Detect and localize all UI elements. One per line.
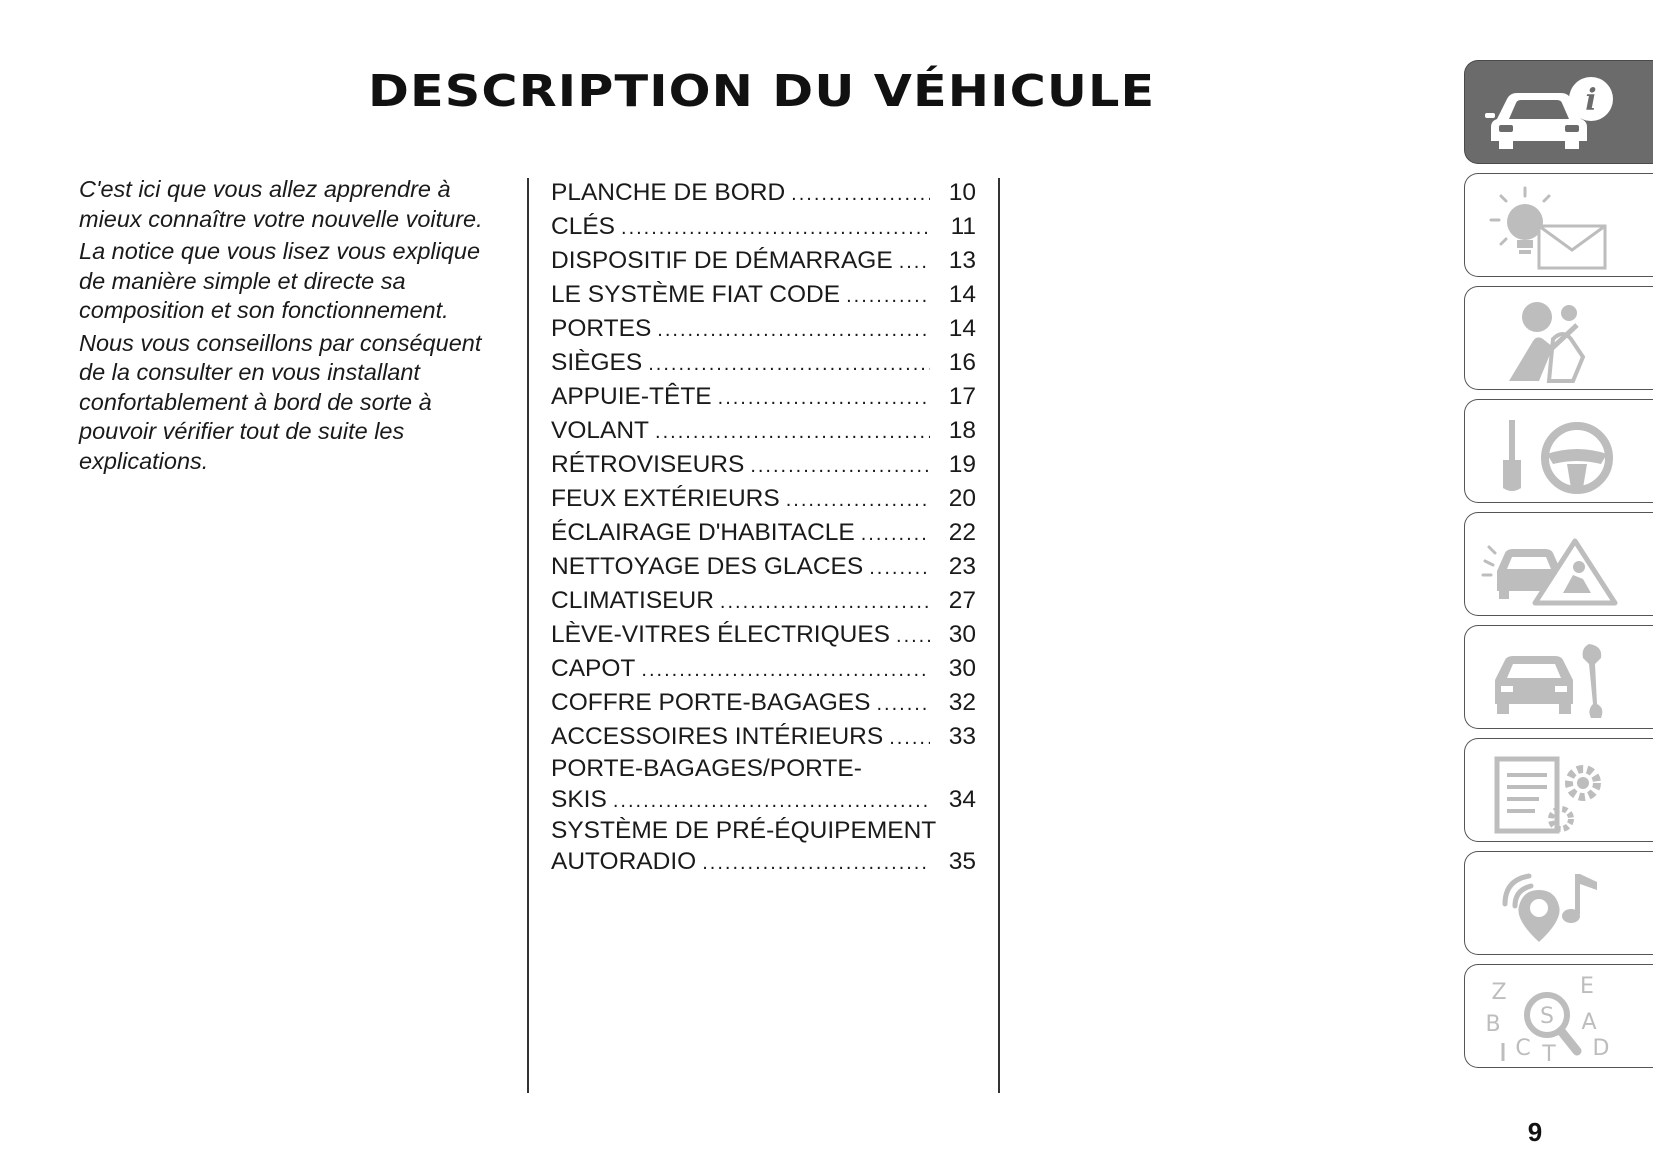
toc-entry-page: 33 <box>948 723 976 750</box>
car-info-icon <box>1479 69 1629 159</box>
toc-entry-page: 20 <box>948 485 976 512</box>
tab-multimedia[interactable] <box>1464 851 1653 955</box>
toc-entry-title: SKIS <box>551 786 607 813</box>
toc-entry-title: NETTOYAGE DES GLACES <box>551 553 864 580</box>
toc-dot-leader <box>876 687 930 721</box>
intro-text <box>79 175 509 479</box>
page-title: DESCRIPTION DU VÉHICULE <box>368 66 1156 117</box>
intro-paragraph: C'est ici que vous allez apprendre à mieux connaître votre nouvelle voiture. <box>79 176 483 232</box>
toc-entry-page: 30 <box>948 621 976 648</box>
toc-entry-page: 13 <box>948 247 976 274</box>
toc-entry-page: 30 <box>948 655 976 682</box>
toc-entry-page: 22 <box>948 519 976 546</box>
toc-entry-sieges[interactable] <box>551 346 976 380</box>
toc-entry-dispositif-de-demarrage[interactable] <box>551 244 976 278</box>
toc-entry-volant[interactable] <box>551 414 976 448</box>
toc-dot-leader <box>621 211 930 245</box>
tab-vehicle-description[interactable] <box>1464 60 1653 164</box>
toc-entry-title: RÉTROVISEURS <box>551 451 745 478</box>
toc-entry-title: LÈVE-VITRES ÉLECTRIQUES <box>551 621 891 648</box>
toc-entry-title: AUTORADIO <box>551 848 697 875</box>
toc-entry-capot[interactable] <box>551 652 976 686</box>
column-divider-left <box>527 178 529 1093</box>
car-emergency-icon <box>1479 521 1629 611</box>
toc-dot-leader <box>655 415 930 449</box>
toc-entry-portes[interactable] <box>551 312 976 346</box>
toc-dot-leader <box>889 721 930 755</box>
toc-entry-page: 18 <box>948 417 976 444</box>
toc-entry-title: FEUX EXTÉRIEURS <box>551 485 780 512</box>
page-number: 9 <box>1527 1117 1543 1147</box>
toc-entry-title-continued <box>551 784 976 816</box>
toc-dot-leader <box>896 619 930 653</box>
tab-index[interactable] <box>1464 964 1653 1068</box>
tab-maintenance[interactable] <box>1464 625 1653 729</box>
toc-entry-coffre-porte-bagages[interactable] <box>551 686 976 720</box>
toc-entry-title: ACCESSOIRES INTÉRIEURS <box>551 723 884 750</box>
toc-dot-leader <box>720 585 930 619</box>
toc-dot-leader <box>657 313 930 347</box>
toc-entry-accessoires-interieurs[interactable] <box>551 720 976 754</box>
toc-entry-title: SIÈGES <box>551 349 643 376</box>
toc-dot-leader <box>750 449 930 483</box>
tab-emergency[interactable] <box>1464 512 1653 616</box>
toc-entry-title: ÉCLAIRAGE D'HABITACLE <box>551 519 855 546</box>
toc-entry-feux-exterieurs[interactable] <box>551 482 976 516</box>
toc-entry-page: 10 <box>948 179 976 206</box>
toc-entry-title: DISPOSITIF DE DÉMARRAGE <box>551 247 893 274</box>
toc-entry-page: 23 <box>948 553 976 580</box>
toc-dot-leader <box>791 177 930 211</box>
table-of-contents <box>551 176 976 878</box>
toc-entry-planche-de-bord[interactable] <box>551 176 976 210</box>
toc-entry-page: 11 <box>950 213 976 240</box>
toc-entry-title: CLIMATISEUR <box>551 587 714 614</box>
index-letter: Z <box>1491 980 1507 1005</box>
intro-paragraph: La notice que vous lisez vous explique de manière simple et directe sa composition et son fonctionnement. <box>79 238 481 323</box>
svg-text:i: i <box>1585 83 1597 118</box>
seat-safety-icon <box>1479 295 1629 385</box>
toc-entry-title: PORTES <box>551 315 652 342</box>
tab-starting-driving[interactable] <box>1464 399 1653 503</box>
toc-entry-porte-bagages-porte-skis[interactable] <box>551 754 976 816</box>
tab-technical-data[interactable] <box>1464 738 1653 842</box>
tab-safety[interactable] <box>1464 286 1653 390</box>
toc-entry-title: COFFRE PORTE-BAGAGES <box>551 689 871 716</box>
toc-entry-title: LE SYSTÈME FIAT CODE <box>551 281 841 308</box>
warning-light-message-icon <box>1479 182 1629 272</box>
toc-dot-leader <box>846 279 930 313</box>
toc-entry-title: PLANCHE DE BORD <box>551 179 786 206</box>
toc-entry-page: 34 <box>948 786 976 813</box>
toc-entry-pre-equipement-autoradio[interactable] <box>551 816 976 878</box>
toc-dot-leader <box>702 847 930 879</box>
toc-entry-title: PORTE-BAGAGES/PORTE- <box>551 755 862 782</box>
toc-entry-page: 16 <box>948 349 976 376</box>
toc-entry-page: 27 <box>948 587 976 614</box>
toc-entry-title: APPUIE-TÊTE <box>551 383 712 410</box>
toc-entry-title: VOLANT <box>551 417 650 444</box>
toc-entry-leve-vitres[interactable] <box>551 618 976 652</box>
tab-dashboard-lights[interactable] <box>1464 173 1653 277</box>
toc-dot-leader <box>613 785 930 817</box>
toc-entry-page: 19 <box>948 451 976 478</box>
intro-paragraph: Nous vous conseillons par conséquent de la consulter en vous installant confortablement à bord de sorte à pouvoir vérifier tout de suite les explications. <box>79 329 482 474</box>
toc-dot-leader <box>648 347 930 381</box>
toc-entry-page: 17 <box>948 383 976 410</box>
toc-entry-climatiseur[interactable] <box>551 584 976 618</box>
toc-dot-leader <box>786 483 930 517</box>
index-search-icon <box>1479 973 1629 1063</box>
toc-entry-title: CLÉS <box>551 213 616 240</box>
toc-entry-title: CAPOT <box>551 655 636 682</box>
column-divider-right <box>998 178 1000 1093</box>
toc-dot-leader <box>718 381 930 415</box>
toc-dot-leader <box>899 245 930 279</box>
toc-entry-page: 35 <box>948 848 976 875</box>
toc-entry-title: SYSTÈME DE PRÉ-ÉQUIPEMENT <box>551 817 937 844</box>
index-letter: E <box>1580 974 1594 999</box>
index-letter: A <box>1581 1010 1597 1035</box>
index-letter: D <box>1592 1036 1610 1061</box>
index-letter: S <box>1540 1004 1554 1029</box>
multimedia-icon <box>1479 860 1629 950</box>
toc-dot-leader <box>641 653 930 687</box>
key-steering-wheel-icon <box>1479 408 1629 498</box>
car-maintenance-icon <box>1479 634 1629 724</box>
toc-dot-leader <box>861 517 930 551</box>
toc-entry-retroviseurs[interactable] <box>551 448 976 482</box>
toc-entry-eclairage-habitacle[interactable] <box>551 516 976 550</box>
toc-dot-leader <box>869 551 930 585</box>
index-letter: B <box>1485 1012 1501 1037</box>
toc-entry-page: 32 <box>948 689 976 716</box>
toc-entry-appuie-tete[interactable] <box>551 380 976 414</box>
toc-entry-nettoyage-des-glaces[interactable] <box>551 550 976 584</box>
toc-entry-title-continued <box>551 846 976 878</box>
index-letter: T <box>1542 1042 1556 1063</box>
toc-entry-cles[interactable] <box>551 210 976 244</box>
toc-entry-page: 14 <box>948 281 976 308</box>
toc-entry-fiat-code[interactable] <box>551 278 976 312</box>
toc-entry-page: 14 <box>948 315 976 342</box>
index-letter: C <box>1515 1036 1531 1061</box>
technical-data-icon <box>1479 747 1629 837</box>
